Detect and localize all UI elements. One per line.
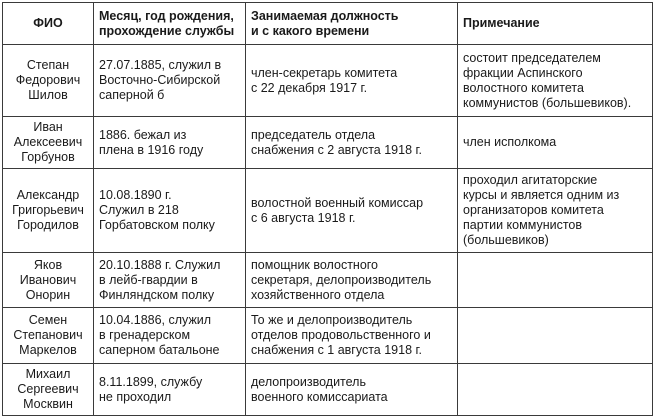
cell-position: член-секретарь комитета с 22 декабря 1917 г. [246, 45, 458, 117]
cell-position: То же и делопроизводитель отделов продовольственного и снабжения с 1 августа 1918 г. [246, 308, 458, 364]
table-row [3, 308, 653, 364]
table-row [3, 45, 653, 117]
cell-name: Александр Григорьевич Городилов [3, 169, 94, 253]
cell-birth: 20.10.1888 г. Служил в лейб-гвардии в Финляндском полку [94, 253, 246, 308]
cell-name: Иван Алексеевич Горбунов [3, 117, 94, 169]
table-row [3, 364, 653, 416]
cell-birth: 10.04.1886, служил в гренадерском саперном батальоне [94, 308, 246, 364]
header-position: Занимаемая должность и с какого времени [246, 3, 458, 45]
cell-birth: 8.11.1899, службу не проходил [94, 364, 246, 416]
cell-name: Степан Федорович Шилов [3, 45, 94, 117]
cell-position: волостной военный комиссар с 6 августа 1918 г. [246, 169, 458, 253]
cell-note [458, 253, 653, 308]
table-row [3, 117, 653, 169]
cell-birth: 1886. бежал из плена в 1916 году [94, 117, 246, 169]
table-row [3, 169, 653, 253]
table-row [3, 253, 653, 308]
header-birth-service: Месяц, год рождения, прохождение службы [94, 3, 246, 45]
header-fio: ФИО [3, 3, 94, 45]
cell-note [458, 364, 653, 416]
header-note: Примечание [458, 3, 653, 45]
cell-birth: 27.07.1885, служил в Восточно-Сибирской саперной б [94, 45, 246, 117]
cell-position: председатель отдела снабжения с 2 августа 1918 г. [246, 117, 458, 169]
cell-position: делопроизводитель военного комиссариата [246, 364, 458, 416]
personnel-table [2, 2, 653, 416]
cell-name: Семен Степанович Маркелов [3, 308, 94, 364]
cell-name: Яков Иванович Онорин [3, 253, 94, 308]
cell-note: член исполкома [458, 117, 653, 169]
table-header-row [3, 3, 653, 45]
cell-birth: 10.08.1890 г. Служил в 218 Горбатовском полку [94, 169, 246, 253]
cell-note: состоит председателем фракции Аспинского волостного комитета коммунистов (большевиков). [458, 45, 653, 117]
cell-position: помощник волостного секретаря, делопроизводитель хозяйственного отдела [246, 253, 458, 308]
cell-note [458, 308, 653, 364]
cell-name: Михаил Сергеевич Москвин [3, 364, 94, 416]
cell-note: проходил агитаторские курсы и является одним из организаторов комитета партии коммунистов (большевиков) [458, 169, 653, 253]
